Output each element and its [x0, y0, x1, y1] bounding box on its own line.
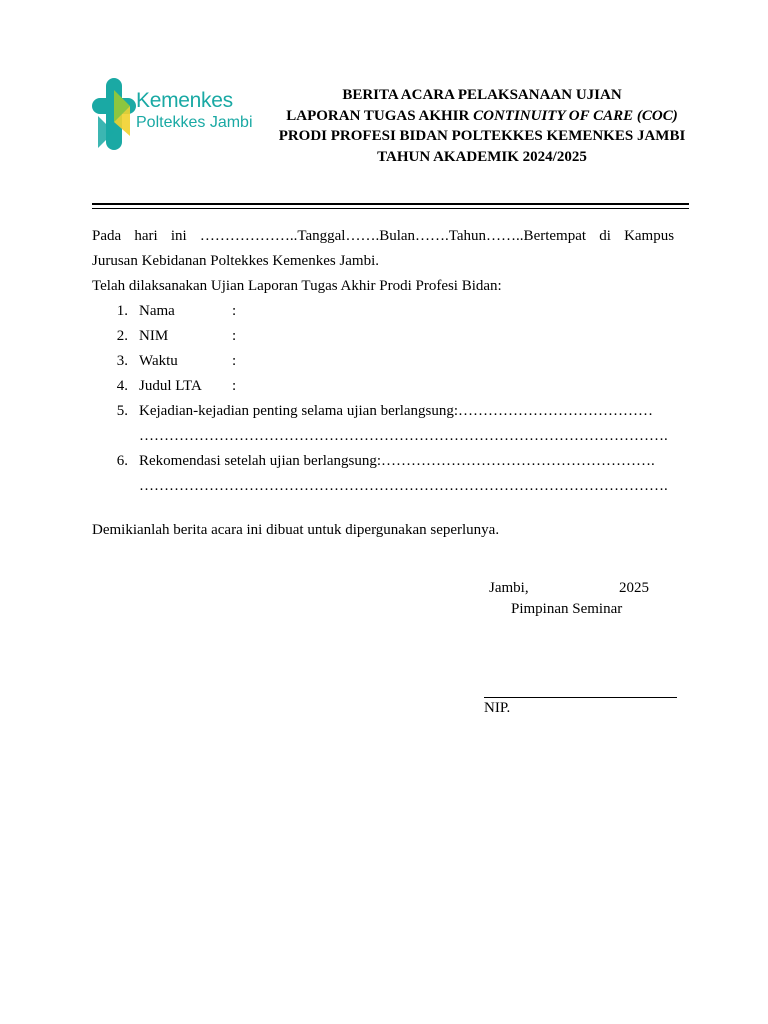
list-label-rekomendasi: Rekomendasi setelah ujian berlangsung:……………………………………………….	[139, 453, 655, 469]
signature-nip: NIP.	[484, 700, 511, 716]
header-line-2	[262, 106, 702, 127]
list-number: 6.	[116, 453, 128, 469]
list-continuation-dots: …………………………………………………………………………………………….	[139, 428, 668, 444]
para1-word: di	[599, 228, 611, 244]
header-line-2-italic: CONTINUITY OF CARE (COC)	[473, 107, 678, 124]
list-colon: :	[232, 303, 237, 319]
closing-statement: Demikianlah berita acara ini dibuat untuk dipergunakan seperlunya.	[92, 522, 500, 538]
list-number: 2.	[116, 328, 128, 344]
paragraph-2: Telah dilaksanakan Ujian Laporan Tugas Akhir Prodi Profesi Bidan:	[92, 278, 502, 294]
list-label-waktu: Waktu	[139, 353, 178, 369]
para1-word: ini	[170, 228, 187, 244]
kemenkes-logo-icon	[92, 76, 136, 152]
list-label-nim: NIM	[139, 328, 169, 344]
para1-word: Pada	[92, 228, 122, 244]
header-line-3: PRODI PROFESI BIDAN POLTEKKES KEMENKES JAMBI	[278, 128, 686, 144]
signature-role: Pimpinan Seminar	[511, 601, 623, 617]
list-colon: :	[232, 328, 237, 344]
list-label-nama: Nama	[139, 303, 175, 319]
list-number: 1.	[116, 303, 128, 319]
logo-text-kemenkes: Kemenkes	[136, 89, 233, 112]
list-label-kejadian: Kejadian-kejadian penting selama ujian berlangsung:…………………………………	[139, 403, 654, 419]
list-number: 4.	[116, 378, 128, 394]
signature-place: Jambi,	[489, 580, 529, 596]
header-line-2-prefix: LAPORAN TUGAS AKHIR	[286, 107, 474, 124]
para1-word: ………………..Tanggal…….Bulan…….Tahun……..Bertempat	[199, 228, 587, 244]
paragraph-1-line-2: Jurusan Kebidanan Poltekkes Kemenkes Jambi.	[92, 253, 380, 269]
signature-line	[484, 697, 677, 698]
logo-text-poltekkes: Poltekkes Jambi	[136, 114, 253, 131]
document-header	[262, 85, 702, 167]
para1-word: hari	[134, 228, 158, 244]
list-number: 5.	[116, 403, 128, 419]
list-number: 3.	[116, 353, 128, 369]
header-rule-thick	[92, 203, 689, 205]
list-colon: :	[232, 378, 237, 394]
kemenkes-logo	[92, 76, 253, 152]
header-rule-thin	[92, 208, 689, 209]
list-label-judul-lta: Judul LTA	[139, 378, 202, 394]
signature-year: 2025	[619, 580, 649, 596]
para1-word: Kampus	[624, 228, 675, 244]
list-continuation-dots: …………………………………………………………………………………………….	[139, 478, 668, 494]
paragraph-1-line-1	[92, 227, 674, 245]
header-line-4: TAHUN AKADEMIK 2024/2025	[377, 148, 587, 165]
header-line-1: BERITA ACARA PELAKSANAAN UJIAN	[342, 87, 622, 103]
list-colon: :	[232, 353, 237, 369]
